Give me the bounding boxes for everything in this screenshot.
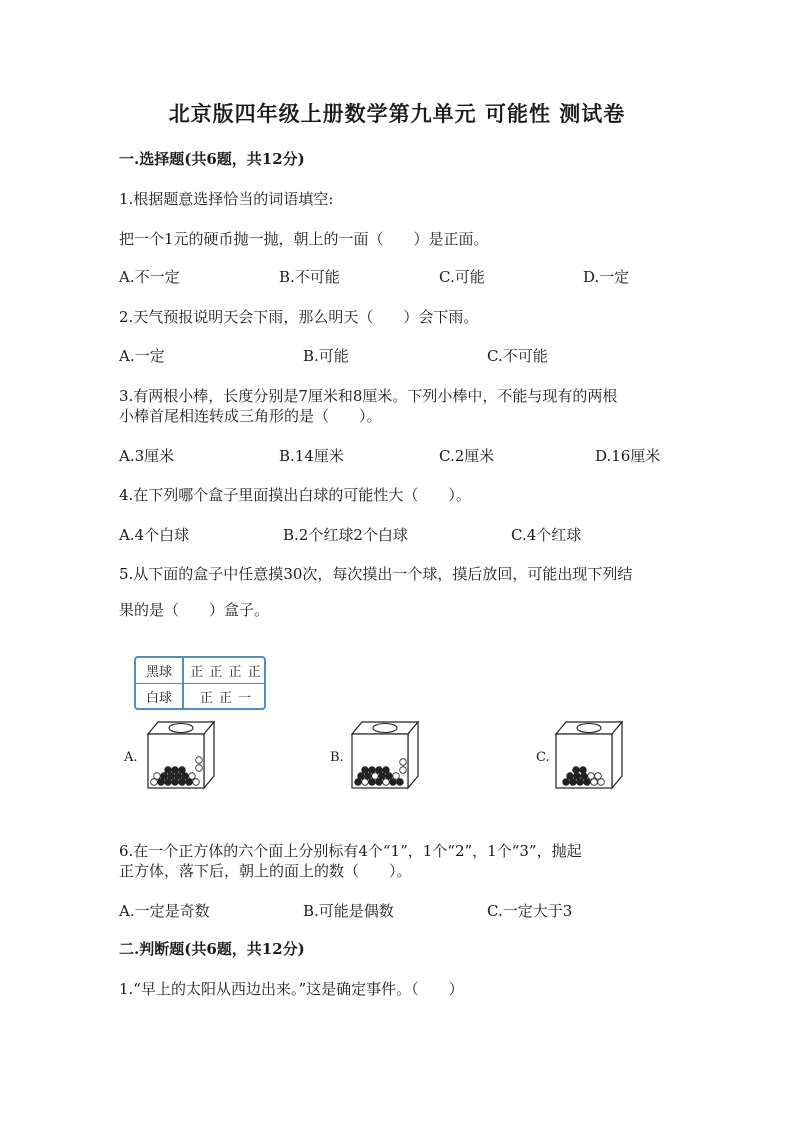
question-4-stem: 4.在下列哪个盒子里面摸出白球的可能性大（ ）。 xyxy=(119,486,471,504)
question-6-stem-line1: 6.在一个正方体的六个面上分别标有4个“1”，1个“2”，1个“3”，抛起 xyxy=(119,842,582,860)
section-heading-choice: 一.选择题(共6题，共12分) xyxy=(119,150,305,168)
question-3-stem-line2: 小棒首尾相连转成三角形的是（ ）。 xyxy=(119,407,382,425)
tally-table xyxy=(134,656,266,710)
question-6-option-a[interactable]: A.一定是奇数 xyxy=(119,902,210,920)
question-4-option-c[interactable]: C.4个红球 xyxy=(511,526,582,544)
question-5-stem-line2: 果的是（ ）盒子。 xyxy=(119,601,270,619)
section-heading-judge: 二.判断题(共6题，共12分) xyxy=(119,940,305,958)
question-1-option-b[interactable]: B.不可能 xyxy=(279,268,340,286)
tally-row-white xyxy=(136,684,264,709)
question-1-sub: 把一个1元的硬币抛一抛，朝上的一面（ ）是正面。 xyxy=(119,230,489,248)
tally-row-black xyxy=(136,658,264,684)
question-3-stem-line1: 3.有两根小棒，长度分别是7厘米和8厘米。下列小棒中，不能与现有的两根 xyxy=(119,387,618,405)
ball-box-b[interactable] xyxy=(348,720,420,792)
judge-question-1-stem: 1.“早上的太阳从西边出来。”这是确定事件。（ ） xyxy=(119,980,464,998)
question-3-option-a[interactable]: A.3厘米 xyxy=(119,447,175,465)
question-2-option-c[interactable]: C.不可能 xyxy=(487,347,548,365)
tally-key-white: 白球 xyxy=(145,691,172,706)
question-4-option-b[interactable]: B.2个红球2个白球 xyxy=(283,526,408,544)
ball-box-a[interactable] xyxy=(144,720,216,792)
question-1-option-d[interactable]: D.一定 xyxy=(583,268,630,286)
question-3-option-b[interactable]: B.14厘米 xyxy=(279,447,344,465)
box-label-a[interactable]: A. xyxy=(124,750,138,765)
question-6-option-b[interactable]: B.可能是偶数 xyxy=(303,902,394,920)
question-3-option-c[interactable]: C.2厘米 xyxy=(439,447,495,465)
question-5-stem-line1: 5.从下面的盒子中任意摸30次，每次摸出一个球，摸后放回，可能出现下列结 xyxy=(119,565,633,583)
tally-value-white: 正 正 一 xyxy=(199,691,253,706)
question-3-option-d[interactable]: D.16厘米 xyxy=(595,447,661,465)
question-6-stem-line2: 正方体，落下后，朝上的面上的数（ ）。 xyxy=(119,862,412,880)
question-2-stem: 2.天气预报说明天会下雨，那么明天（ ）会下雨。 xyxy=(119,308,479,326)
question-1-option-c[interactable]: C.可能 xyxy=(439,268,485,286)
page-title: 北京版四年级上册数学第九单元 可能性 测试卷 xyxy=(168,101,626,126)
question-6-option-c[interactable]: C.一定大于3 xyxy=(487,902,573,920)
question-1-stem: 1.根据题意选择恰当的词语填空: xyxy=(119,190,334,208)
question-1-option-a[interactable]: A.不一定 xyxy=(119,268,180,286)
tally-key-black: 黑球 xyxy=(145,665,172,680)
ball-box-c[interactable] xyxy=(552,720,624,792)
box-label-c[interactable]: C. xyxy=(536,750,550,765)
question-2-option-a[interactable]: A.一定 xyxy=(119,347,165,365)
box-label-b[interactable]: B. xyxy=(330,750,344,765)
question-2-option-b[interactable]: B.可能 xyxy=(303,347,349,365)
question-4-option-a[interactable]: A.4个白球 xyxy=(119,526,190,544)
tally-value-black: 正 正 正 正 xyxy=(190,665,262,680)
